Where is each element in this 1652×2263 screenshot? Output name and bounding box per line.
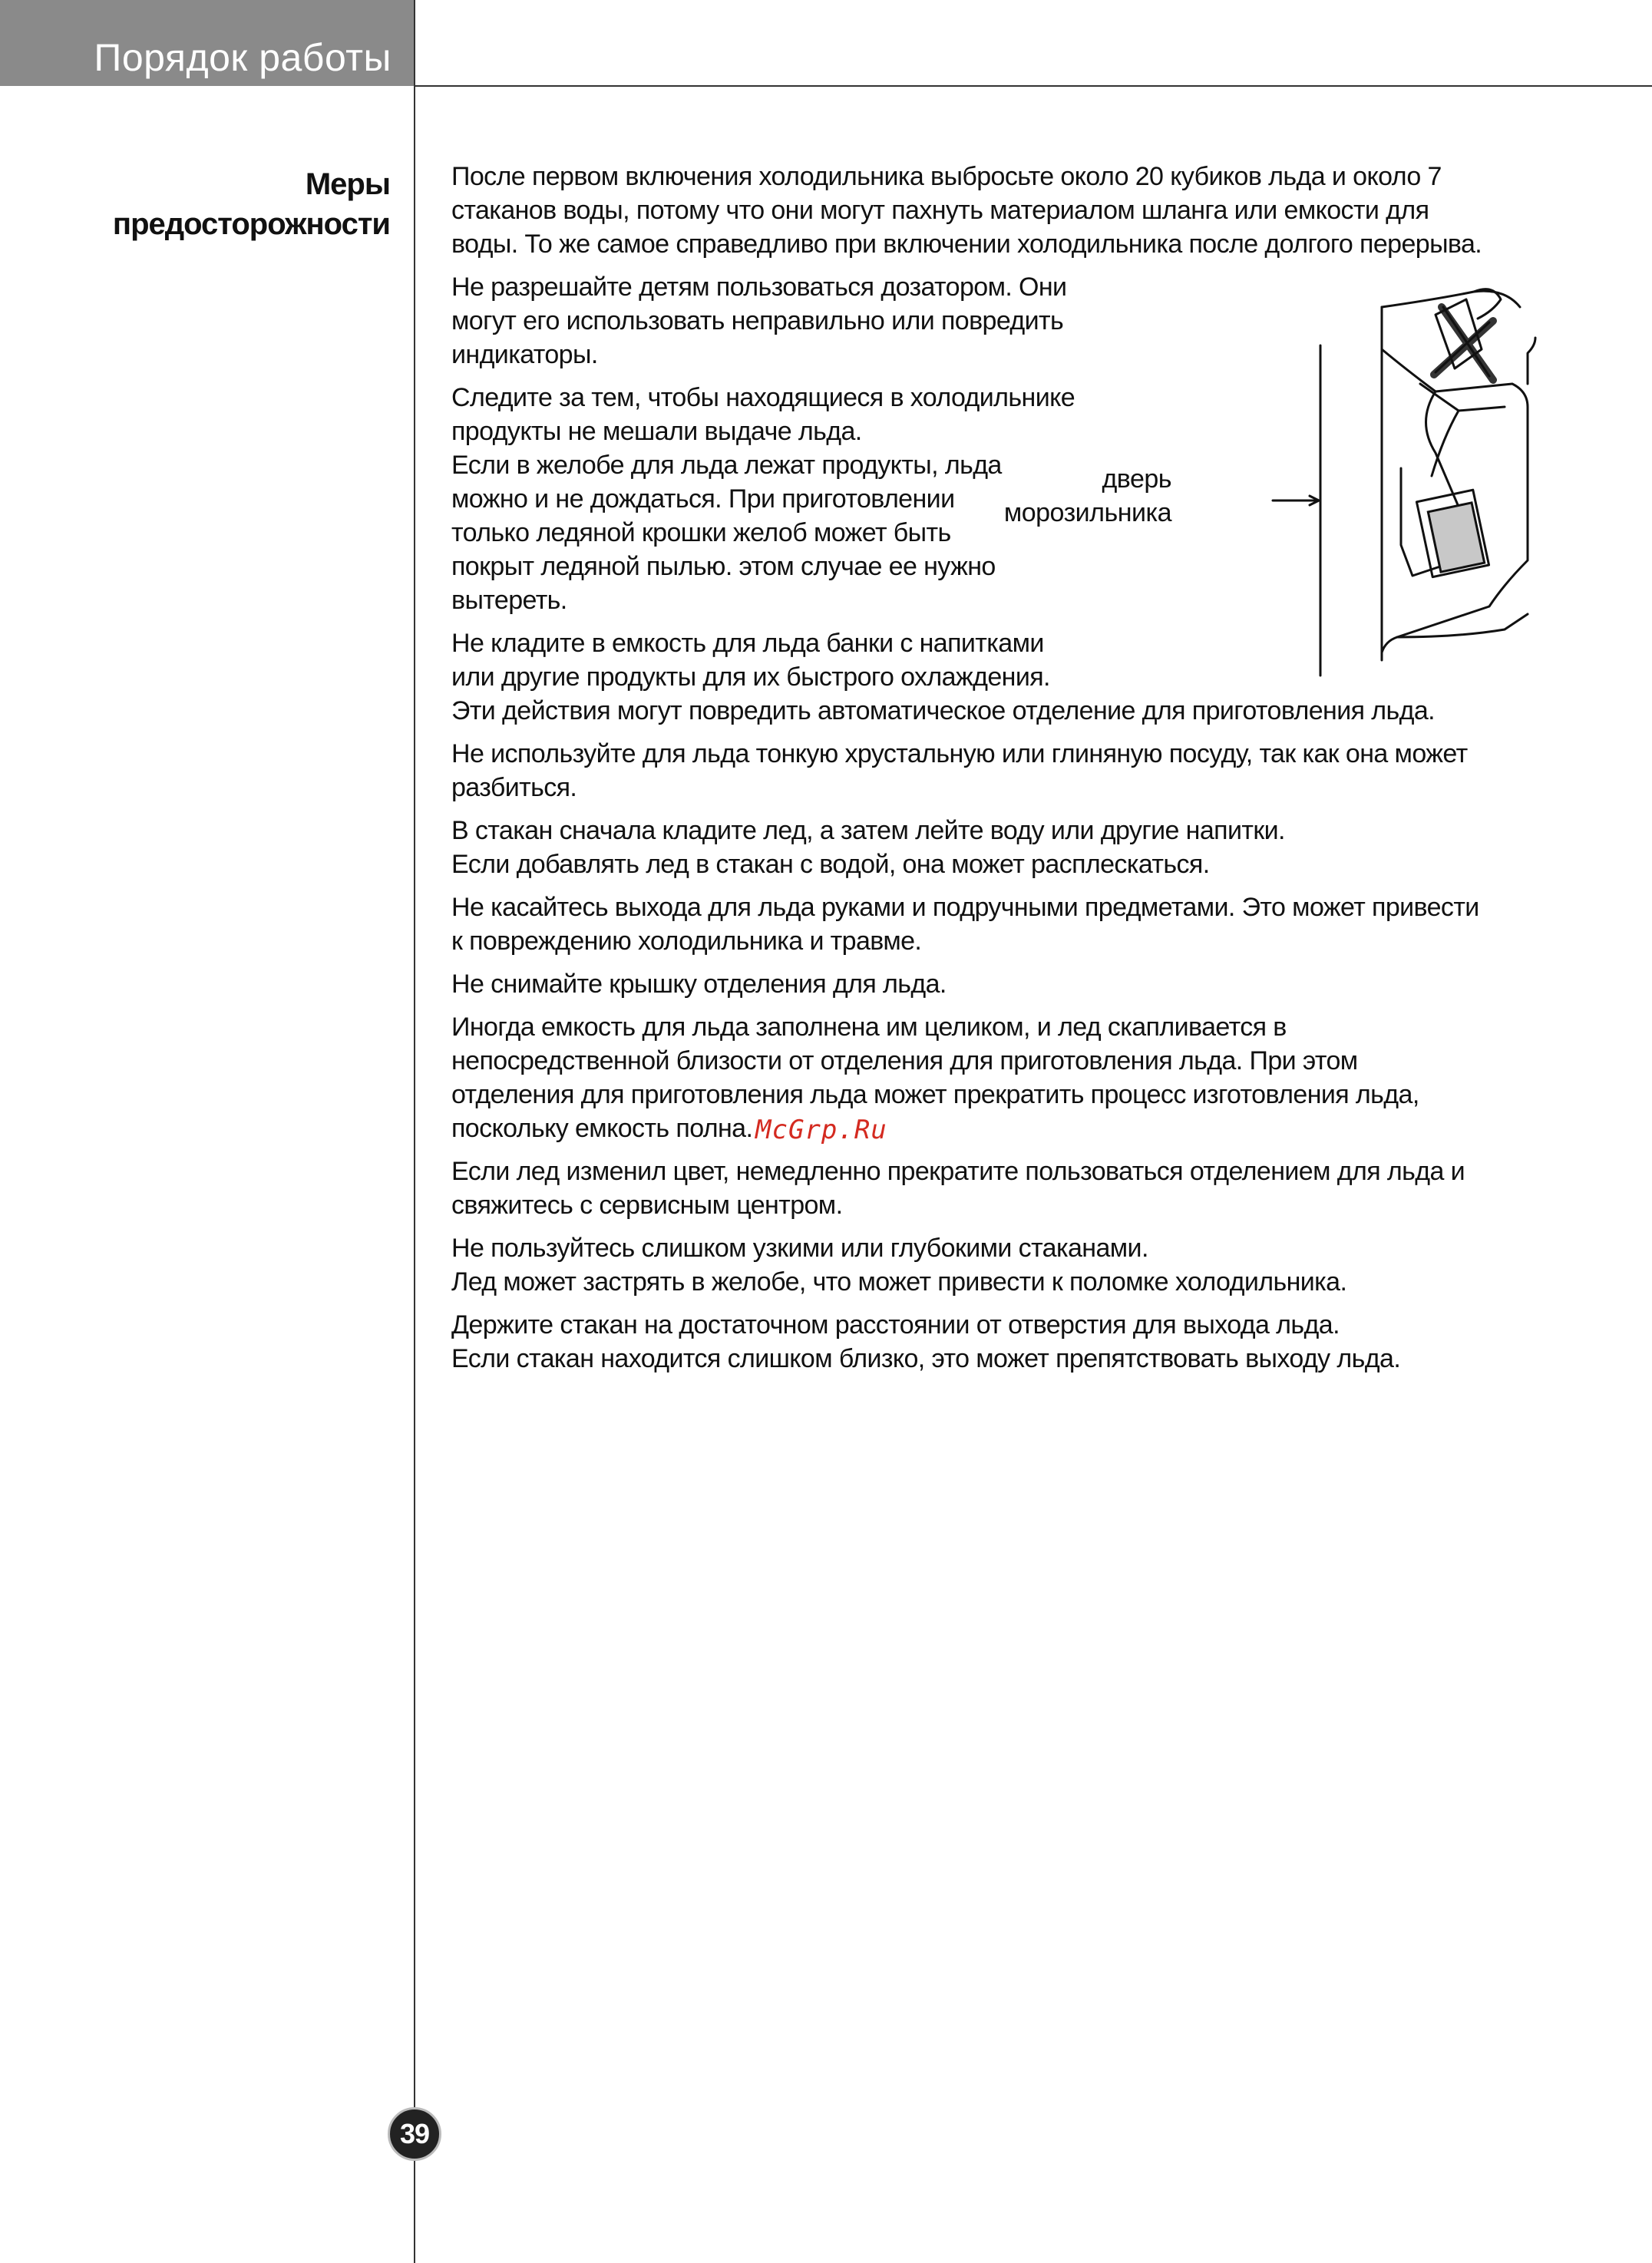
text-line: отделения для приготовления льда может прекратить процесс изготовления льда, (451, 1080, 1419, 1109)
text-line: к повреждению холодильника и травме. (451, 927, 922, 956)
section-title-line: Меры (305, 167, 390, 201)
text-line: Не касайтесь выхода для льда руками и подручными предметами. Это может привести (451, 893, 1479, 922)
text-line: Не снимайте крышку отделения для льда. (451, 970, 947, 999)
figure-label-line: дверь (1102, 464, 1171, 494)
figure-label-line: морозильника (1003, 498, 1171, 527)
text-line: Не используйте для льда тонкую хрустальную или глиняную посуду, так как она может (451, 739, 1468, 768)
text-line: свяжитесь с сервисным центром. (451, 1191, 843, 1220)
text-line: только ледяной крошки желоб может быть (451, 518, 951, 547)
paragraph (451, 160, 1572, 261)
section-title-line: предосторожности (112, 207, 390, 241)
paragraph (451, 1231, 1572, 1299)
text-line: стаканов воды, потому что они могут пахнуть материалом шланга или емкости для (451, 196, 1429, 225)
text-line: поскольку емкость полна. (451, 1114, 753, 1143)
text-line: разбиться. (451, 773, 577, 802)
paragraph (451, 737, 1572, 804)
paragraph (451, 1308, 1572, 1376)
paragraph (451, 1155, 1572, 1222)
dispenser-housing (1382, 349, 1528, 652)
text-line: покрыт ледяной пылью. этом случае ее нужно (451, 552, 996, 581)
watermark: McGrp.Ru (755, 1115, 887, 1145)
text-line: Лед может застрять в желобе, что может привести к поломке холодильника. (451, 1267, 1347, 1297)
text-line: Не пользуйтесь слишком узкими или глубокими стаканами. (451, 1234, 1148, 1263)
cup-rim (1474, 289, 1501, 319)
text-line: могут его использовать неправильно или повредить (451, 306, 1064, 335)
text-line: Не разрешайте детям пользоваться дозатором. Они (451, 273, 1067, 302)
freezer-door-illustration (1003, 276, 1551, 683)
paragraph (451, 1010, 1572, 1145)
text-line: или другие продукты для их быстрого охлаждения. (451, 662, 1050, 692)
paragraph (451, 814, 1572, 881)
page-number-badge: 39 (388, 2107, 441, 2161)
page-header-title: Порядок работы (94, 36, 392, 79)
text-line: После первом включения холодильника выбросьте около 20 кубиков льда и около 7 (451, 162, 1442, 191)
text-line: Если лед изменил цвет, немедленно прекратите пользоваться отделением для льда и (451, 1157, 1465, 1186)
text-line: Следите за тем, чтобы находящиеся в холодильнике (451, 383, 1075, 412)
text-line: В стакан сначала кладите лед, а затем лейте воду или другие напитки. (451, 816, 1285, 845)
dispenser-pad-fill (1428, 503, 1484, 572)
text-line: индикаторы. (451, 340, 598, 369)
paragraph (451, 890, 1572, 958)
text-line: воды. То же самое справедливо при включении холодильника после долгого перерыва. (451, 230, 1482, 259)
housing-right-edge (1528, 338, 1535, 384)
margin-divider (414, 0, 415, 2263)
text-line: Если стакан находится слишком близко, это может препятствовать выходу льда. (451, 1344, 1401, 1373)
section-title (37, 164, 390, 244)
text-line: Если в желобе для льда лежат продукты, льда (451, 451, 1002, 480)
housing-bottom (1397, 614, 1528, 637)
header-divider (415, 85, 1652, 87)
text-line: Эти действия могут повредить автоматическое отделение для приготовления льда. (451, 696, 1436, 725)
chute-curve (1432, 411, 1459, 476)
text-line: продукты не мешали выдаче льда. (451, 417, 862, 446)
text-line: Иногда емкость для льда заполнена им целиком, и лед скапливается в (451, 1013, 1287, 1042)
freezer-door-label (1004, 462, 1171, 530)
paragraph (451, 967, 1572, 1001)
text-line: Если добавлять лед в стакан с водой, она может расплескаться. (451, 850, 1210, 879)
text-line: непосредственной близости от отделения для приготовления льда. При этом (451, 1046, 1358, 1075)
text-line: можно и не дождаться. При приготовлении (451, 484, 955, 514)
text-line: вытереть. (451, 586, 567, 615)
housing-top (1382, 291, 1520, 307)
text-line: Держите стакан на достаточном расстоянии от отверстия для выхода льда. (451, 1310, 1340, 1340)
text-line: Не кладите в емкость для льда банки с напитками (451, 629, 1044, 658)
